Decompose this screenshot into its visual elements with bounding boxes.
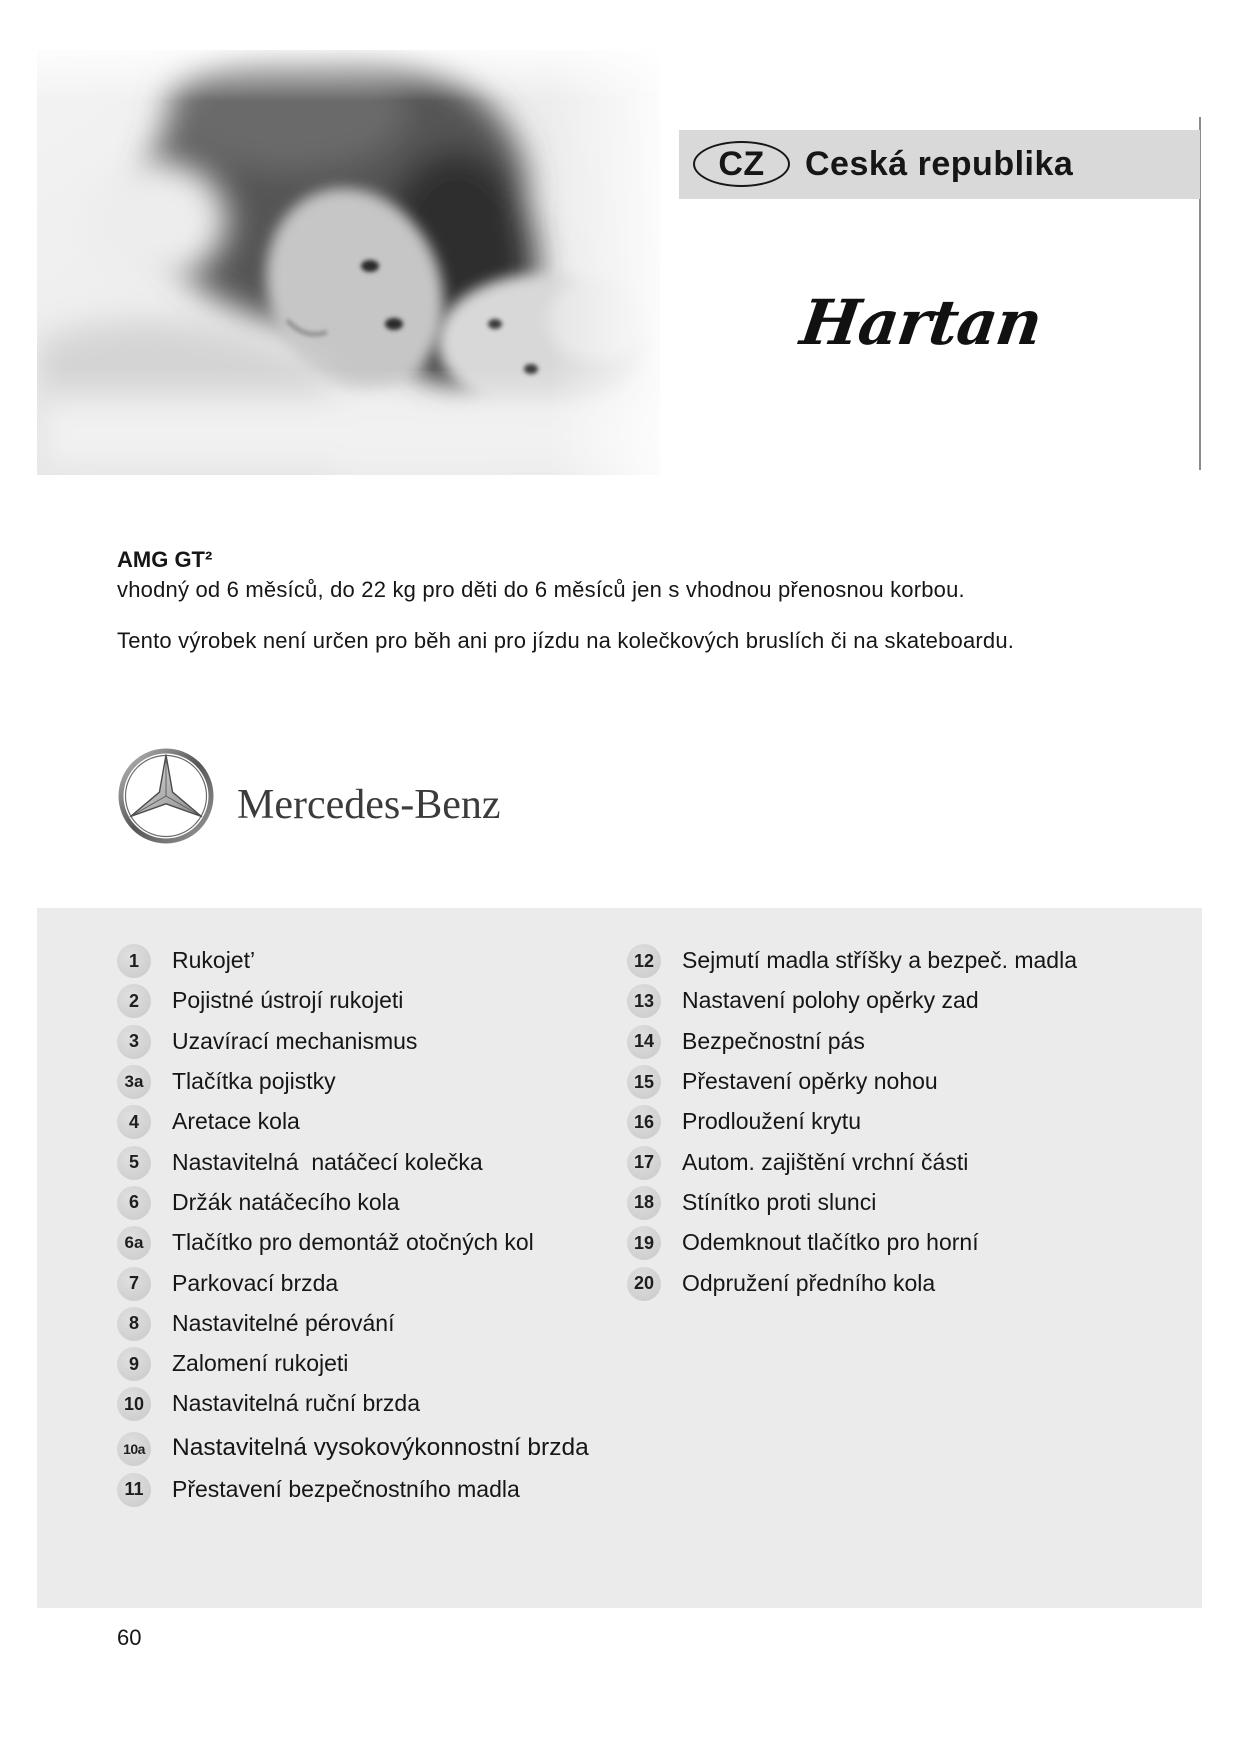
- item-label: Držák natáčecího kola: [172, 1188, 400, 1215]
- item-number-badge: 19: [627, 1226, 661, 1260]
- item-number-badge: 8: [117, 1307, 151, 1341]
- component-item: [627, 1222, 1077, 1262]
- item-label: Zalomení rukojeti: [172, 1350, 349, 1377]
- item-number-badge: 11: [117, 1473, 151, 1507]
- component-item: [117, 980, 589, 1020]
- item-number-badge: 3: [117, 1025, 151, 1059]
- components-list-right: [627, 940, 1077, 1303]
- product-title: AMG GT²: [117, 547, 213, 572]
- item-label: Odpružení předního kola: [682, 1269, 936, 1296]
- item-number-badge: 16: [627, 1105, 661, 1139]
- item-number-badge: 18: [627, 1186, 661, 1220]
- component-item: [117, 1468, 589, 1508]
- component-item: [117, 1141, 589, 1181]
- item-label: Pojistné ústrojí rukojeti: [172, 987, 404, 1014]
- page-number: 60: [117, 1625, 142, 1650]
- item-number-badge: 12: [627, 944, 661, 978]
- item-label: Stínítko proti slunci: [682, 1188, 877, 1215]
- item-label: Autom. zajištění vrchní části: [682, 1148, 969, 1175]
- item-label: Nastavitelná natáčecí kolečka: [172, 1148, 483, 1175]
- item-number-badge: 1: [117, 944, 151, 978]
- item-label: Aretace kola: [172, 1108, 300, 1135]
- hartan-logo: Hartan: [796, 286, 1046, 359]
- item-label: Parkovací brzda: [172, 1269, 339, 1296]
- component-item: [117, 1383, 589, 1423]
- usage-warning-text: Tento výrobek není určen pro běh ani pro jízdu na kolečkových bruslích či na skateboardu.: [117, 628, 1015, 653]
- component-item: [117, 1343, 589, 1383]
- item-number-badge: 4: [117, 1105, 151, 1139]
- item-label: Tlačítka pojistky: [172, 1068, 336, 1095]
- component-item: [627, 940, 1077, 980]
- component-item: [117, 1101, 589, 1141]
- item-label: Nastavení polohy opěrky zad: [682, 987, 979, 1014]
- item-label: Tlačítko pro demontáž otočných kol: [172, 1229, 534, 1256]
- item-number-badge: 6: [117, 1186, 151, 1220]
- component-item: [627, 1061, 1077, 1101]
- components-list-left: [117, 940, 589, 1509]
- component-item: [627, 980, 1077, 1020]
- item-number-badge: 13: [627, 984, 661, 1018]
- component-item: [117, 1303, 589, 1343]
- item-number-badge: 9: [117, 1347, 151, 1381]
- item-label: Sejmutí madla stříšky a bezpeč. madla: [682, 947, 1077, 974]
- component-item: [117, 1021, 589, 1061]
- mercedes-benz-wordmark: Mercedes-Benz: [237, 782, 501, 828]
- item-number-badge: 15: [627, 1065, 661, 1099]
- country-code-badge: CZ: [693, 141, 790, 187]
- item-number-badge: 20: [627, 1267, 661, 1301]
- component-item: [627, 1182, 1077, 1222]
- component-item: [627, 1021, 1077, 1061]
- item-label: Přestavení opěrky nohou: [682, 1068, 938, 1095]
- country-banner: [679, 130, 1200, 199]
- item-number-badge: 10a: [117, 1432, 151, 1466]
- component-item: [117, 1061, 589, 1101]
- item-label: Nastavitelná ruční brzda: [172, 1390, 421, 1417]
- item-label: Uzavírací mechanismus: [172, 1027, 418, 1054]
- item-number-badge: 6a: [117, 1226, 151, 1260]
- hero-photo: [37, 50, 660, 475]
- item-label: Prodloužení krytu: [682, 1108, 861, 1135]
- item-number-badge: 7: [117, 1267, 151, 1301]
- item-number-badge: 17: [627, 1146, 661, 1180]
- item-number-badge: 10: [117, 1387, 151, 1421]
- component-item: [117, 940, 589, 980]
- country-name: Ceská republika: [805, 145, 1074, 183]
- component-item: [627, 1101, 1077, 1141]
- component-item: [117, 1428, 589, 1468]
- item-label: Odemknout tlačítko pro horní: [682, 1229, 979, 1256]
- item-label: Nastavitelná vysokovýkonnostní brzda: [172, 1434, 589, 1462]
- suitability-text: vhodný od 6 měsíců, do 22 kg pro děti do 6 měsíců jen s vhodnou přenosnou korbou.: [117, 577, 965, 602]
- component-item: [117, 1262, 589, 1302]
- mercedes-star-icon: [117, 747, 215, 845]
- item-label: Přestavení bezpečnostního madla: [172, 1475, 520, 1502]
- item-label: Bezpečnostní pás: [682, 1027, 865, 1054]
- item-label: Nastavitelné pérování: [172, 1309, 395, 1336]
- item-label: Rukojet’: [172, 947, 256, 974]
- item-number-badge: 14: [627, 1025, 661, 1059]
- component-item: [117, 1222, 589, 1262]
- item-number-badge: 5: [117, 1146, 151, 1180]
- component-item: [627, 1262, 1077, 1302]
- item-number-badge: 3a: [117, 1065, 151, 1099]
- item-number-badge: 2: [117, 984, 151, 1018]
- component-item: [117, 1182, 589, 1222]
- component-item: [627, 1141, 1077, 1181]
